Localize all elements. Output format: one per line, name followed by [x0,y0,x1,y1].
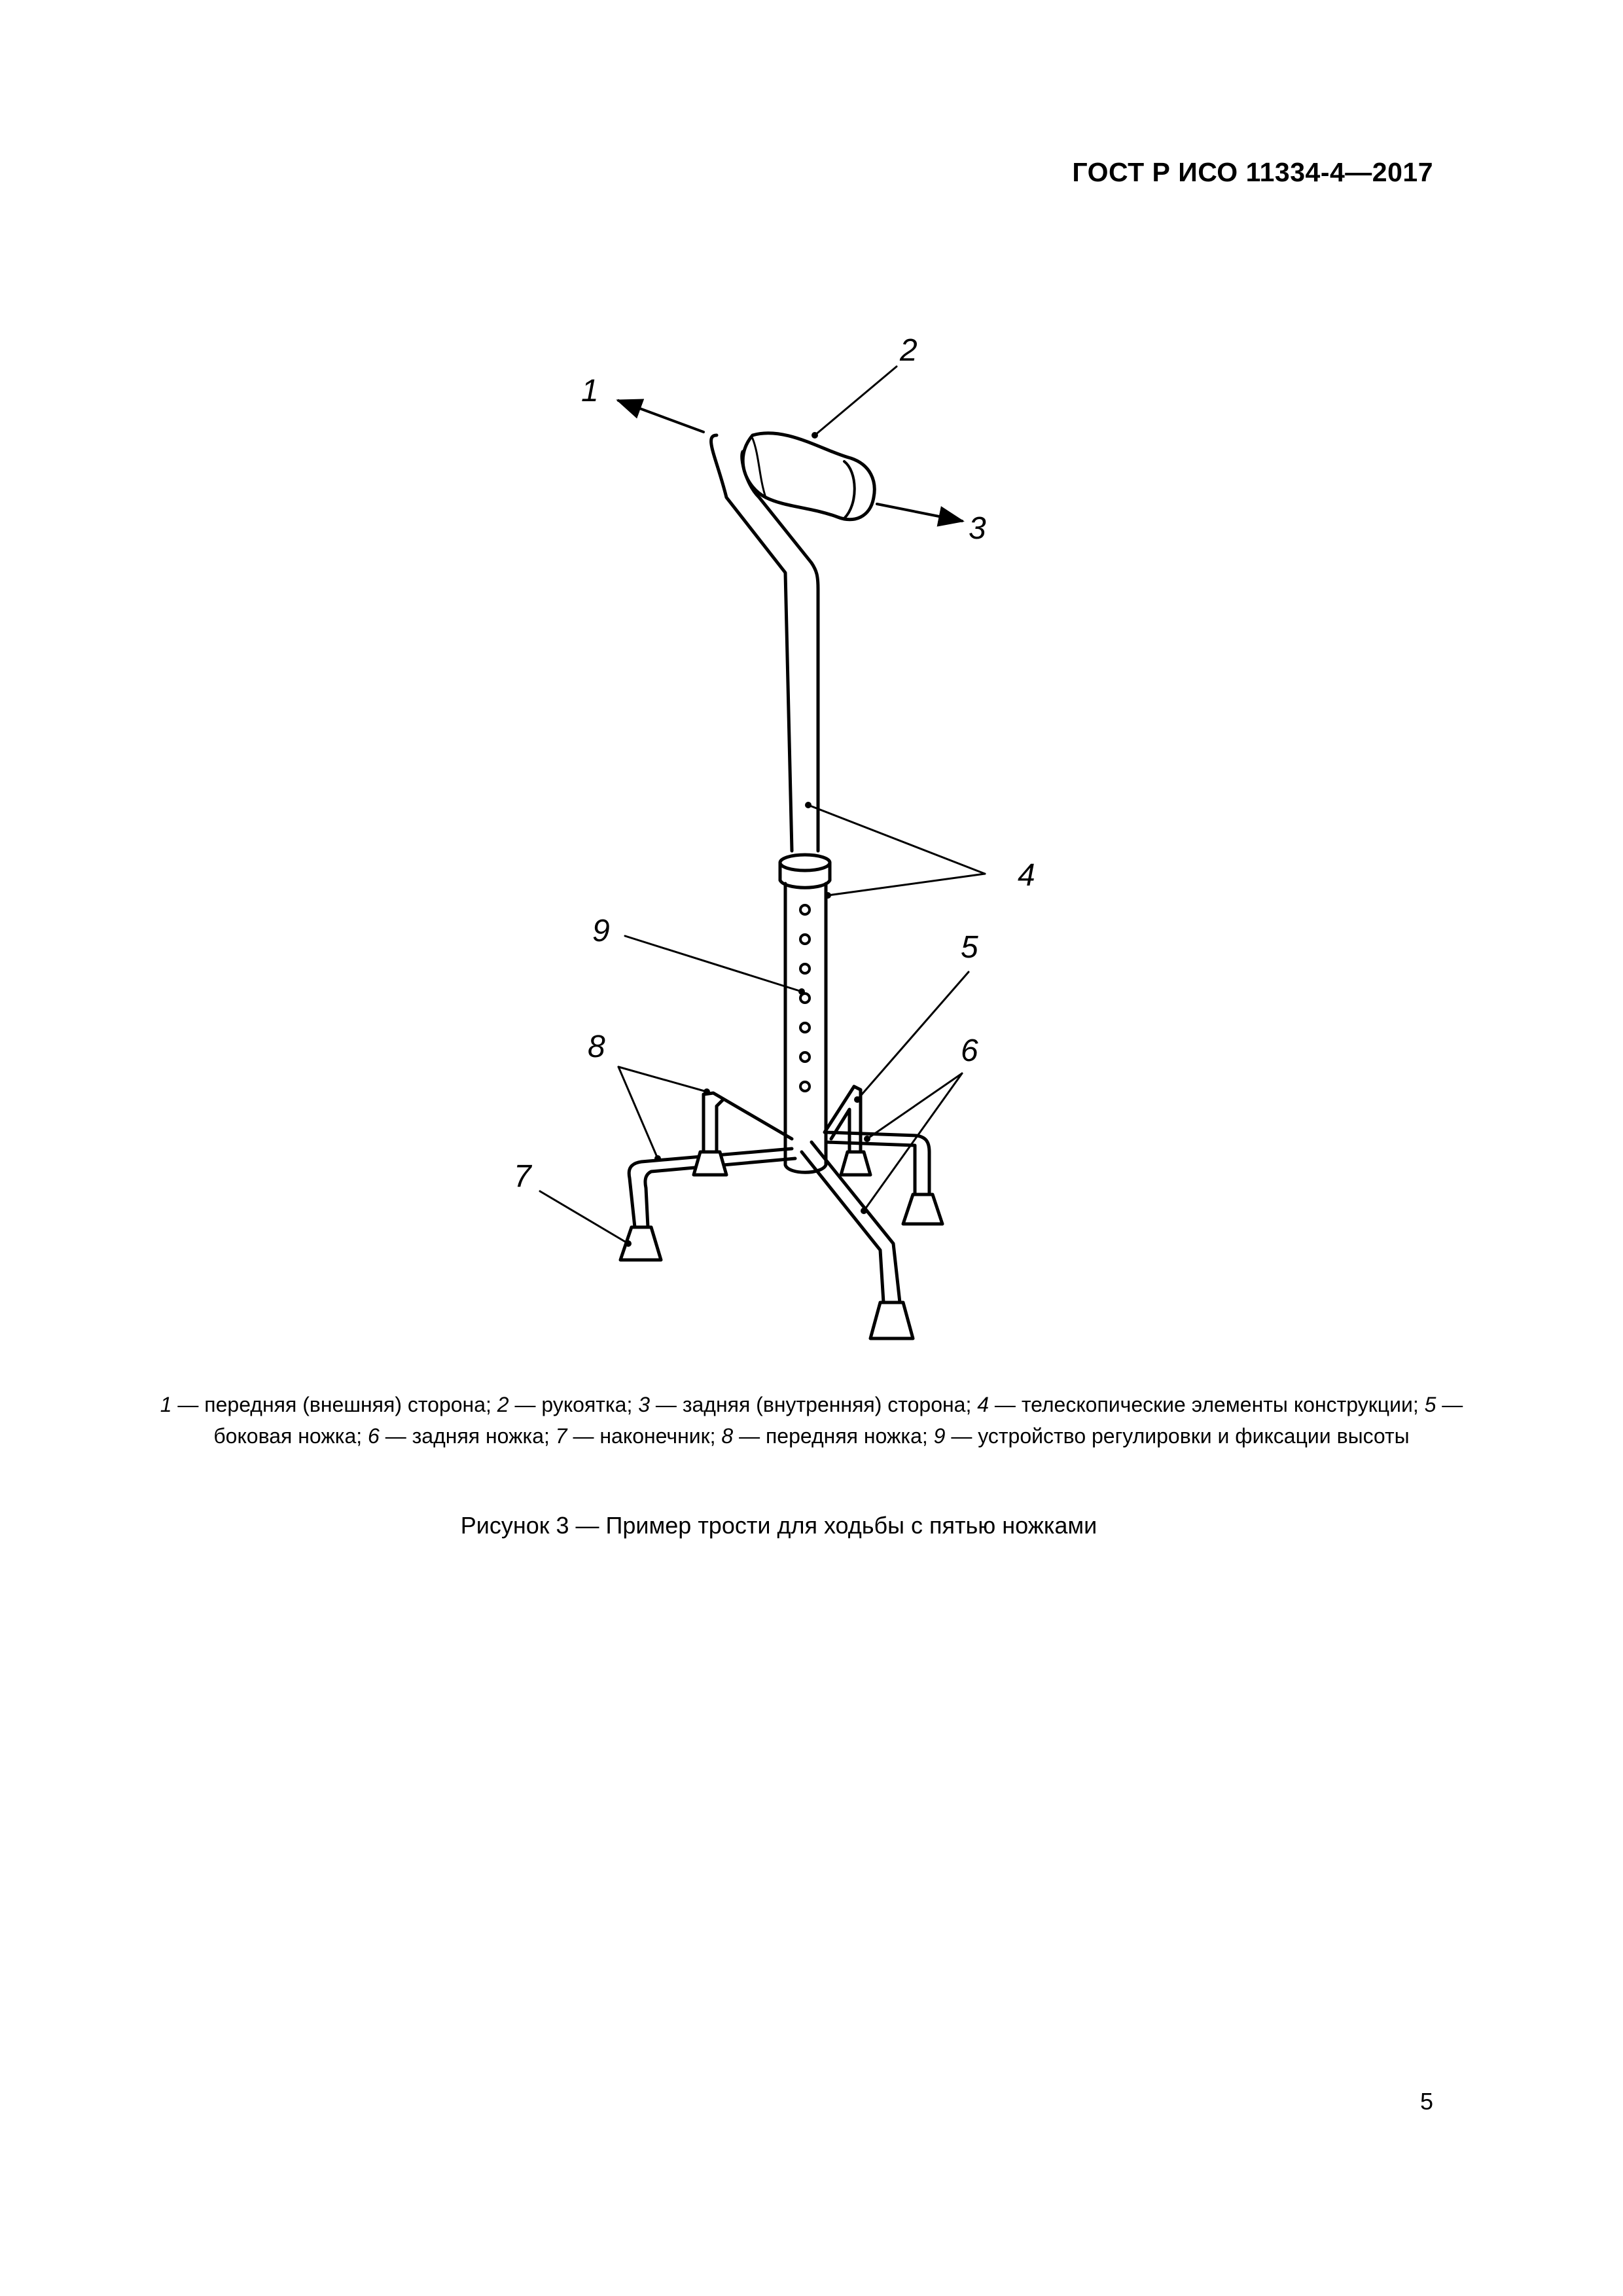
legend-item: 9 — устройство регулировки и фиксации высоты [933,1424,1410,1448]
legend-item: 1 — передняя (внешняя) сторона; [160,1393,497,1416]
legend-item: 6 — задняя ножка; [368,1424,556,1448]
figure-label-2: 2 [900,333,918,368]
legend-item: 8 — передняя ножка; [721,1424,934,1448]
figure-label-1: 1 [581,374,599,408]
figure-caption: Рисунок 3 — Пример трости для ходьбы с пятью ножками [460,1512,1097,1539]
legend-item: 7 — наконечник; [555,1424,722,1448]
legend-item: 4 — телескопические элементы конструкции; [977,1393,1425,1416]
front-direction-arrow [618,401,704,432]
leader-8b [618,1067,658,1158]
document-header: ГОСТ Р ИСО 11334-4—2017 [1072,157,1433,187]
figure-label-5: 5 [961,930,978,965]
figure-label-7: 7 [514,1159,531,1194]
figure-label-9: 9 [592,914,610,948]
legend-item: 3 — задняя (внутренняя) сторона; [638,1393,978,1416]
shaft-tube-inner [742,452,818,851]
leader-4b [828,874,985,895]
leader-9 [625,936,802,992]
lower-tube [785,884,826,1172]
telescopic-collar [780,855,830,870]
legend-item: 2 — рукоятка; [497,1393,639,1416]
leader-6a [867,1073,962,1139]
tip-front-back [694,1152,726,1175]
legend-item: 5 — боковая ножка; [213,1393,1463,1448]
page-number: 5 [1419,2088,1433,2115]
figure-label-6: 6 [961,1033,978,1068]
figure-legend [128,1389,1495,1452]
leader-6b [864,1073,962,1211]
tip-rear-right [903,1194,942,1224]
tip-rear-front [870,1302,913,1338]
figure-label-4: 4 [1018,858,1035,893]
figure-label-3: 3 [969,511,986,546]
adjustment-holes [800,905,810,1091]
back-direction-arrow [877,504,962,521]
handle-grip [743,433,874,520]
figure-label-8: 8 [588,1030,605,1064]
tip-side [841,1152,870,1175]
leader-7 [540,1191,628,1244]
leader-8a [618,1067,707,1092]
leader-4a [808,805,985,874]
leader-2 [815,367,897,435]
